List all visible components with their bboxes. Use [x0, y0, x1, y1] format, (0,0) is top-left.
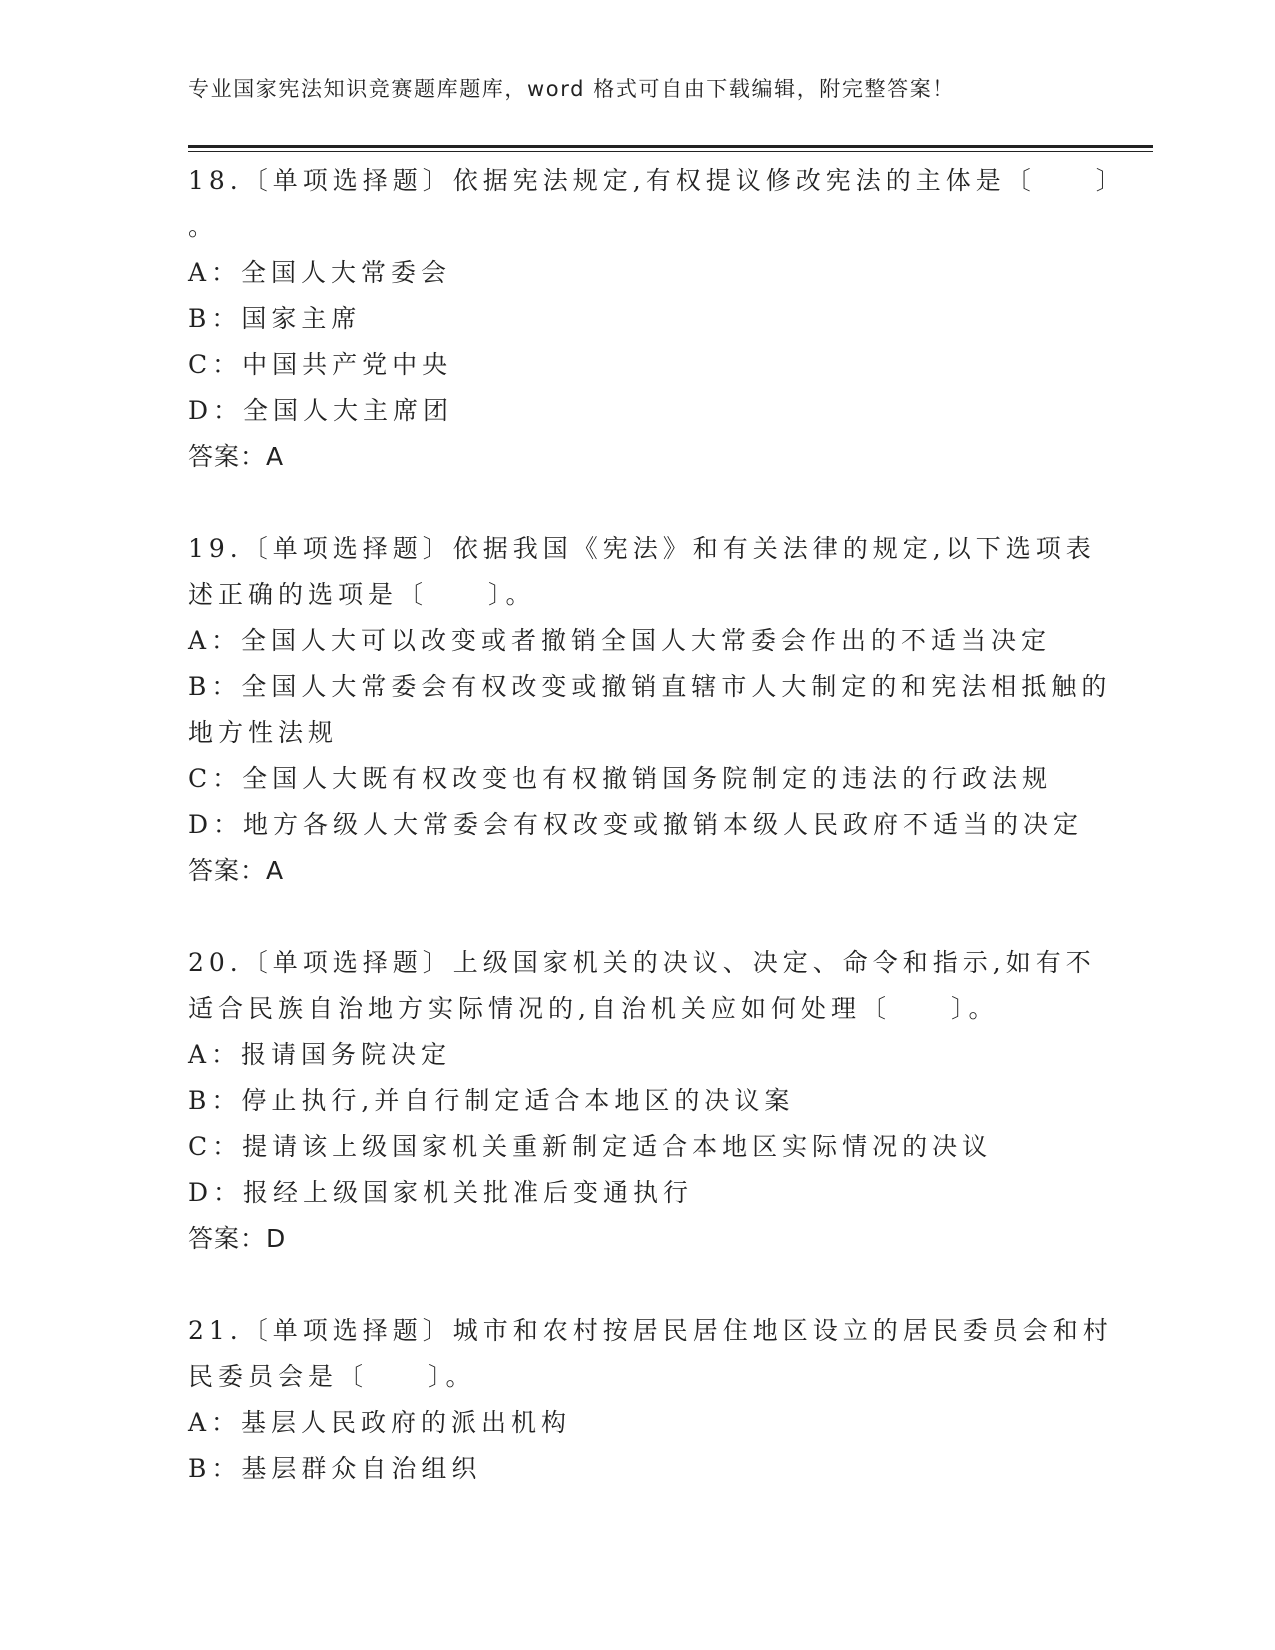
option-c: C：提请该上级国家机关重新制定适合本地区实际情况的决议 — [188, 1132, 993, 1161]
question-stem: 20.〔单项选择题〕上级国家机关的决议、决定、命令和指示,如有不 — [188, 948, 1096, 977]
option-d: D：报经上级国家机关批准后变通执行 — [188, 1178, 694, 1207]
option-a: A：全国人大常委会 — [188, 258, 452, 287]
answer: 答案：A — [188, 856, 285, 885]
header-rule-thin — [188, 151, 1153, 152]
option-b: B：停止执行,并自行制定适合本地区的决议案 — [188, 1086, 795, 1115]
question-stem: 19.〔单项选择题〕依据我国《宪法》和有关法律的规定,以下选项表 — [188, 534, 1096, 563]
question-stem: 述正确的选项是〔 〕。 — [188, 580, 536, 609]
option-b-continued: 地方性法规 — [188, 718, 339, 747]
question-list — [188, 158, 1126, 1538]
page-header: 专业国家宪法知识竞赛题库题库，word 格式可自由下载编辑，附完整答案！ — [188, 77, 955, 101]
option-a: A：报请国务院决定 — [188, 1040, 452, 1069]
option-a: A：全国人大可以改变或者撤销全国人大常委会作出的不适当决定 — [188, 626, 1052, 655]
option-c: C：全国人大既有权改变也有权撤销国务院制定的违法的行政法规 — [188, 764, 1053, 793]
option-b: B：基层群众自治组织 — [188, 1454, 482, 1483]
option-b: B：国家主席 — [188, 304, 362, 333]
option-d: D：地方各级人大常委会有权改变或撤销本级人民政府不适当的决定 — [188, 810, 1084, 839]
question-18 — [188, 158, 1126, 480]
question-stem: 21.〔单项选择题〕城市和农村按居民居住地区设立的居民委员会和村 — [188, 1316, 1113, 1345]
answer: 答案：A — [188, 442, 285, 471]
option-b: B：全国人大常委会有权改变或撤销直辖市人大制定的和宪法相抵触的 — [188, 672, 1112, 701]
question-19 — [188, 526, 1112, 894]
header-rule-thick — [188, 145, 1153, 148]
option-d: D：全国人大主席团 — [188, 396, 454, 425]
question-21 — [188, 1308, 1113, 1492]
question-stem: 18.〔单项选择题〕依据宪法规定,有权提议修改宪法的主体是〔 〕 — [188, 166, 1126, 195]
question-stem: 。 — [188, 212, 219, 241]
question-20 — [188, 940, 1096, 1262]
option-a: A：基层人民政府的派出机构 — [188, 1408, 572, 1437]
answer: 答案：D — [188, 1224, 287, 1253]
question-stem: 适合民族自治地方实际情况的,自治机关应如何处理〔 〕。 — [188, 994, 999, 1023]
option-c: C：中国共产党中央 — [188, 350, 453, 379]
question-stem: 民委员会是〔 〕。 — [188, 1362, 476, 1391]
